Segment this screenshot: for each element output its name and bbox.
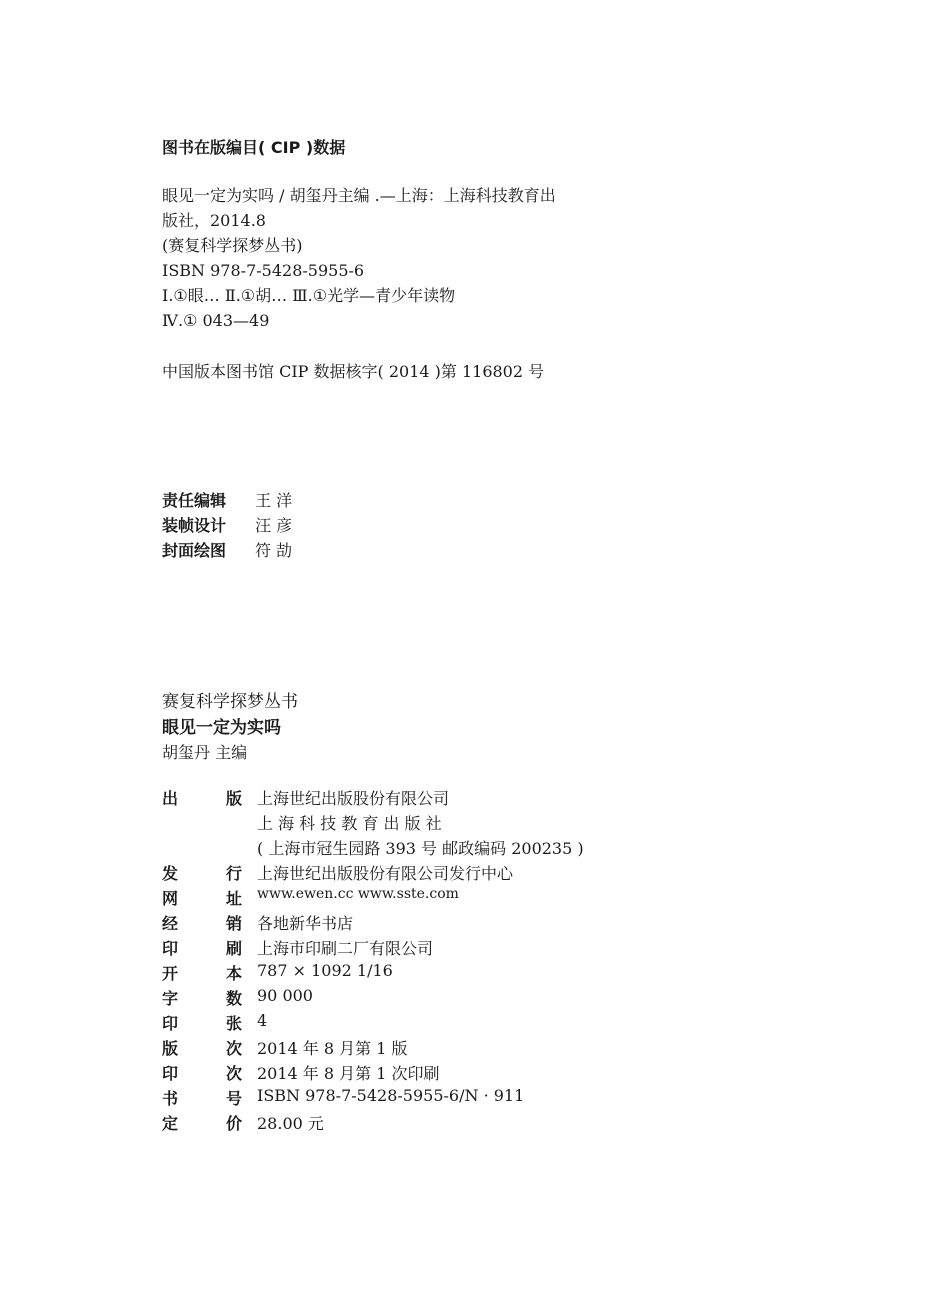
cip-line-4: ISBN 978-7-5428-5955-6 xyxy=(162,261,365,280)
info-label: 印 张 xyxy=(162,1014,242,1033)
info-value: 各地新华书店 xyxy=(257,914,354,933)
info-label: 定 价 xyxy=(162,1114,242,1133)
staff-name: 符 劼 xyxy=(255,541,293,560)
info-value: 上海世纪出版股份有限公司发行中心 xyxy=(257,864,514,883)
info-value: 上海世纪出版股份有限公司 xyxy=(257,789,450,808)
info-label: 网 址 xyxy=(162,889,242,908)
staff-row-cover xyxy=(162,538,292,561)
cip-line-3: (赛复科学探梦丛书) xyxy=(162,236,303,255)
staff-role: 封面绘图 xyxy=(162,541,227,560)
info-value: 上海市印刷二厂有限公司 xyxy=(257,939,434,958)
info-label: 印 刷 xyxy=(162,939,242,958)
info-value: ( 上海市冠生园路 393 号 邮政编码 200235 ) xyxy=(257,839,584,858)
info-label: 出 版 xyxy=(162,789,242,808)
info-value: 90 000 xyxy=(257,986,313,1005)
info-label: 发 行 xyxy=(162,864,242,883)
info-value: www.ewen.cc www.sste.com xyxy=(257,886,459,902)
info-value: 2014 年 8 月第 1 版 xyxy=(257,1039,408,1058)
info-value: 4 xyxy=(257,1011,268,1030)
info-value: 28.00 元 xyxy=(257,1114,324,1133)
cip-line-2: 版社，2014.8 xyxy=(162,211,266,230)
book-title: 眼见一定为实吗 xyxy=(162,718,281,738)
info-label: 开 本 xyxy=(162,964,242,983)
cip-title: 图书在版编目( CIP )数据 xyxy=(162,138,346,157)
info-label: 经 销 xyxy=(162,914,242,933)
staff-row-design xyxy=(162,513,292,536)
book-editor: 胡玺丹 主编 xyxy=(162,743,248,762)
info-label: 印 次 xyxy=(162,1064,242,1083)
staff-name: 汪 彦 xyxy=(255,516,293,535)
info-label: 书 号 xyxy=(162,1089,242,1108)
info-label: 版 次 xyxy=(162,1039,242,1058)
staff-row-editor xyxy=(162,488,292,511)
info-value: 2014 年 8 月第 1 次印刷 xyxy=(257,1064,440,1083)
info-value: ISBN 978-7-5428-5955-6/N · 911 xyxy=(257,1086,525,1105)
staff-name: 王 洋 xyxy=(255,491,293,510)
info-value: 上 海 科 技 教 育 出 版 社 xyxy=(257,814,442,833)
staff-role: 责任编辑 xyxy=(162,491,227,510)
series-name: 赛复科学探梦丛书 xyxy=(162,692,298,712)
cip-line-5: Ⅰ.①眼… Ⅱ.①胡… Ⅲ.①光学—青少年读物 xyxy=(162,286,456,305)
cip-verify-line: 中国版本图书馆 CIP 数据核字( 2014 )第 116802 号 xyxy=(162,362,545,381)
info-value: 787 × 1092 1/16 xyxy=(257,961,393,980)
cip-line-1: 眼见一定为实吗 / 胡玺丹主编 .—上海：上海科技教育出 xyxy=(162,186,556,205)
cip-line-6: Ⅳ.① 043—49 xyxy=(162,311,270,330)
info-label: 字 数 xyxy=(162,989,242,1008)
staff-role: 装帧设计 xyxy=(162,516,227,535)
